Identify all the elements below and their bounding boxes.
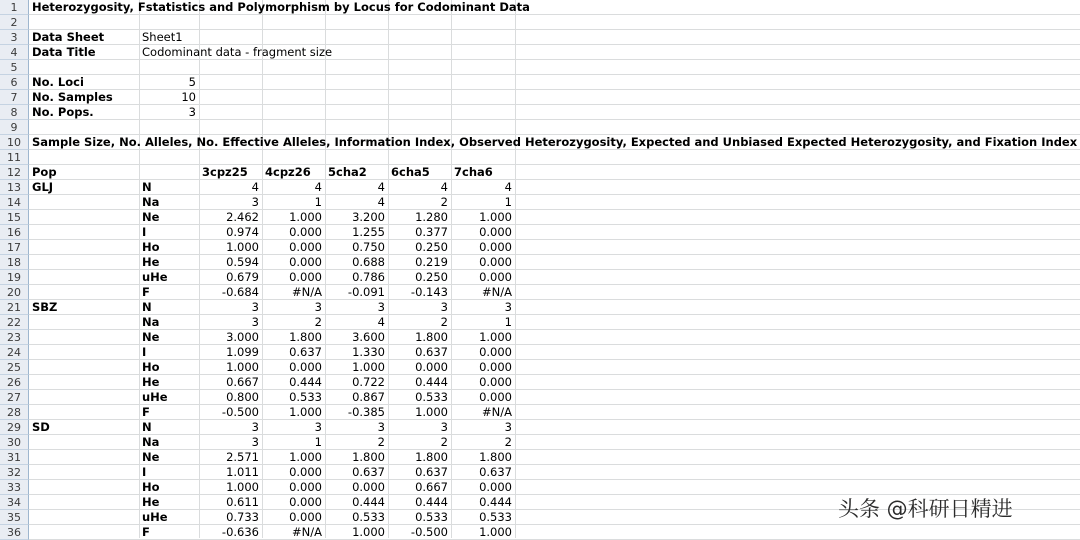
stat-value[interactable]: 1.000	[479, 330, 512, 344]
row-header[interactable]: 21	[0, 300, 29, 315]
stat-value[interactable]: 0.000	[479, 390, 512, 404]
stat-value[interactable]: 3.000	[226, 330, 259, 344]
row-header[interactable]: 17	[0, 240, 29, 255]
row-header[interactable]: 9	[0, 120, 29, 135]
stat-value[interactable]: 0.637	[352, 465, 385, 479]
row-header[interactable]: 26	[0, 375, 29, 390]
stat-value[interactable]: 2	[440, 195, 448, 209]
stat-value[interactable]: 2	[440, 315, 448, 329]
stat-value[interactable]: 3	[251, 300, 259, 314]
population-name[interactable]: SBZ	[32, 300, 58, 314]
stat-value[interactable]: 1.011	[226, 465, 259, 479]
stat-value[interactable]: 0.667	[226, 375, 259, 389]
stat-value[interactable]: 0.533	[352, 510, 385, 524]
sheet-row	[0, 225, 1080, 240]
row-header[interactable]: 22	[0, 315, 29, 330]
stat-value[interactable]: 1.000	[226, 240, 259, 254]
data-title-label[interactable]: Data Title	[32, 45, 96, 59]
stat-value[interactable]: 0.250	[415, 240, 448, 254]
stat-value[interactable]: 0.000	[479, 360, 512, 374]
no-pops-label[interactable]: No. Pops.	[32, 105, 94, 119]
row-header[interactable]: 28	[0, 405, 29, 420]
data-sheet-value[interactable]: Sheet1	[142, 30, 183, 44]
stat-value[interactable]: 0.637	[289, 345, 322, 359]
stat-value[interactable]: 0.637	[415, 465, 448, 479]
data-title-value[interactable]: Codominant data - fragment size	[142, 45, 333, 59]
row-header[interactable]: 20	[0, 285, 29, 300]
sheet-row	[0, 405, 1080, 420]
section-heading[interactable]: Sample Size, No. Alleles, No. Effective Alleles, Information Index, Observed Heterozygosity, Expected and Unbiased Expected Heterozygosity, and Fixation Index	[32, 135, 1078, 149]
sheet-row	[0, 180, 1080, 195]
stat-value[interactable]: #N/A	[292, 525, 322, 539]
stat-value[interactable]: 1	[314, 435, 322, 449]
stat-value[interactable]: -0.091	[347, 285, 385, 299]
stat-value[interactable]: 0.000	[479, 255, 512, 269]
stat-value[interactable]: 0.000	[479, 225, 512, 239]
sheet-row	[0, 345, 1080, 360]
stat-label[interactable]: He	[142, 255, 160, 269]
stat-value[interactable]: 1	[504, 315, 512, 329]
row-header[interactable]: 1	[0, 0, 29, 15]
pop-header[interactable]: Pop	[32, 165, 57, 179]
row-header[interactable]: 36	[0, 525, 29, 540]
stat-value[interactable]: 1.000	[289, 405, 322, 419]
sheet-row	[0, 15, 1080, 30]
stat-value[interactable]: 1.000	[289, 450, 322, 464]
stat-value[interactable]: 1	[504, 195, 512, 209]
sheet-row	[0, 360, 1080, 375]
stat-value[interactable]: 0.867	[352, 390, 385, 404]
stat-value[interactable]: 0.000	[479, 240, 512, 254]
stat-value[interactable]: 1.000	[289, 210, 322, 224]
stat-value[interactable]: 3	[377, 420, 385, 434]
stat-value[interactable]: 2	[504, 435, 512, 449]
row-header[interactable]: 30	[0, 435, 29, 450]
stat-value[interactable]: 0.667	[415, 480, 448, 494]
stat-value[interactable]: 4	[314, 180, 322, 194]
stat-value[interactable]: 4	[504, 180, 512, 194]
stat-value[interactable]: #N/A	[482, 285, 512, 299]
stat-value[interactable]: 0.533	[479, 510, 512, 524]
stat-value[interactable]: -0.500	[410, 525, 448, 539]
stat-value[interactable]: 4	[377, 195, 385, 209]
stat-value[interactable]: -0.500	[221, 405, 259, 419]
stat-value[interactable]: 0.000	[352, 480, 385, 494]
stat-value[interactable]: 1.000	[352, 525, 385, 539]
stat-value[interactable]: 0.000	[289, 465, 322, 479]
stat-label[interactable]: uHe	[142, 390, 168, 404]
stat-value[interactable]: 3	[251, 315, 259, 329]
stat-value[interactable]: 1.800	[352, 450, 385, 464]
row-header[interactable]: 8	[0, 105, 29, 120]
stat-value[interactable]: 1.800	[479, 450, 512, 464]
row-header[interactable]: 4	[0, 45, 29, 60]
row-header[interactable]: 13	[0, 180, 29, 195]
stat-value[interactable]: 3	[251, 420, 259, 434]
stat-value[interactable]: 0.250	[415, 270, 448, 284]
stat-label[interactable]: uHe	[142, 510, 168, 524]
stat-value[interactable]: 0.000	[289, 360, 322, 374]
stat-value[interactable]: 1.000	[226, 360, 259, 374]
stat-value[interactable]: 1	[314, 195, 322, 209]
no-samples-value[interactable]: 10	[181, 90, 196, 104]
stat-value[interactable]: 4	[377, 180, 385, 194]
stat-value[interactable]: -0.385	[347, 405, 385, 419]
population-name[interactable]: GLJ	[32, 180, 54, 194]
stat-value[interactable]: 0.679	[226, 270, 259, 284]
stat-value[interactable]: 2.571	[226, 450, 259, 464]
stat-value[interactable]: 2.462	[226, 210, 259, 224]
row-header[interactable]: 25	[0, 360, 29, 375]
sheet-row	[0, 240, 1080, 255]
stat-value[interactable]: 1.800	[415, 330, 448, 344]
stat-value[interactable]: 0.444	[415, 375, 448, 389]
stat-value[interactable]: 0.533	[289, 390, 322, 404]
report-title[interactable]: Heterozygosity, Fstatistics and Polymorphism by Locus for Codominant Data	[32, 0, 530, 14]
stat-value[interactable]: 0.444	[352, 495, 385, 509]
stat-label[interactable]: N	[142, 300, 152, 314]
sheet-row	[0, 375, 1080, 390]
stat-value[interactable]: 0.444	[415, 495, 448, 509]
stat-value[interactable]: 3.600	[352, 330, 385, 344]
row-header[interactable]: 33	[0, 480, 29, 495]
stat-value[interactable]: 0.000	[289, 480, 322, 494]
row-header[interactable]: 23	[0, 330, 29, 345]
stat-label[interactable]: Na	[142, 435, 160, 449]
stat-value[interactable]: 0.688	[352, 255, 385, 269]
stat-value[interactable]: 1.255	[352, 225, 385, 239]
sheet-row	[0, 285, 1080, 300]
row-header[interactable]: 18	[0, 255, 29, 270]
stat-value[interactable]: 3	[440, 300, 448, 314]
stat-label[interactable]: He	[142, 375, 160, 389]
watermark-text: 头条 @科研日精进	[838, 497, 1013, 521]
sheet-row	[0, 315, 1080, 330]
locus-header[interactable]: 4cpz26	[265, 165, 311, 179]
no-samples-label[interactable]: No. Samples	[32, 90, 113, 104]
stat-label[interactable]: Na	[142, 315, 160, 329]
row-header[interactable]: 27	[0, 390, 29, 405]
row-header[interactable]: 15	[0, 210, 29, 225]
stat-value[interactable]: 4	[440, 180, 448, 194]
stat-value[interactable]: 0.800	[226, 390, 259, 404]
row-header[interactable]: 11	[0, 150, 29, 165]
stat-value[interactable]: 1.000	[479, 525, 512, 539]
row-header[interactable]: 10	[0, 135, 29, 150]
stat-value[interactable]: 0.637	[479, 465, 512, 479]
stat-value[interactable]: 3	[377, 300, 385, 314]
row-header[interactable]: 14	[0, 195, 29, 210]
sheet-row	[0, 195, 1080, 210]
stat-label[interactable]: He	[142, 495, 160, 509]
no-pops-value[interactable]: 3	[188, 105, 196, 119]
stat-value[interactable]: 0.000	[289, 495, 322, 509]
population-name[interactable]: SD	[32, 420, 50, 434]
locus-header[interactable]: 7cha6	[454, 165, 493, 179]
stat-value[interactable]: 2	[440, 435, 448, 449]
stat-value[interactable]: 0.444	[479, 495, 512, 509]
sheet-row	[0, 300, 1080, 315]
sheet-row	[0, 330, 1080, 345]
stat-value[interactable]: -0.143	[410, 285, 448, 299]
row-header[interactable]: 12	[0, 165, 29, 180]
stat-value[interactable]: 0.637	[415, 345, 448, 359]
stat-value[interactable]: 4	[377, 315, 385, 329]
row-header[interactable]: 2	[0, 15, 29, 30]
data-sheet-label[interactable]: Data Sheet	[32, 30, 105, 44]
row-header[interactable]: 31	[0, 450, 29, 465]
no-loci-label[interactable]: No. Loci	[32, 75, 84, 89]
stat-value[interactable]: 0.000	[289, 255, 322, 269]
stat-label[interactable]: Ho	[142, 360, 160, 374]
row-header[interactable]: 24	[0, 345, 29, 360]
stat-value[interactable]: 0.533	[415, 390, 448, 404]
stat-label[interactable]: I	[142, 225, 147, 239]
row-header[interactable]: 16	[0, 225, 29, 240]
stat-value[interactable]: 0.219	[415, 255, 448, 269]
stat-value[interactable]: 1.000	[352, 360, 385, 374]
stat-label[interactable]: N	[142, 420, 152, 434]
stat-label[interactable]: N	[142, 180, 152, 194]
stat-value[interactable]: 2	[314, 315, 322, 329]
locus-header[interactable]: 5cha2	[328, 165, 367, 179]
sheet-row	[0, 450, 1080, 465]
stat-value[interactable]: 3	[314, 420, 322, 434]
stat-value[interactable]: 1.099	[226, 345, 259, 359]
stat-value[interactable]: 0.377	[415, 225, 448, 239]
sheet-row	[0, 165, 1080, 180]
stat-value[interactable]: 3	[440, 420, 448, 434]
stat-value[interactable]: 0.733	[226, 510, 259, 524]
stat-label[interactable]: Ho	[142, 240, 160, 254]
stat-value[interactable]: 3	[251, 195, 259, 209]
stat-label[interactable]: Ne	[142, 330, 160, 344]
locus-header[interactable]: 6cha5	[391, 165, 430, 179]
stat-label[interactable]: Ne	[142, 210, 160, 224]
row-header[interactable]: 29	[0, 420, 29, 435]
row-header[interactable]: 19	[0, 270, 29, 285]
stat-value[interactable]: 2	[377, 435, 385, 449]
stat-label[interactable]: F	[142, 405, 150, 419]
stat-value[interactable]: 1.800	[415, 450, 448, 464]
stat-value[interactable]: 0.000	[479, 375, 512, 389]
stat-value[interactable]: 0.000	[289, 510, 322, 524]
stat-value[interactable]: 0.786	[352, 270, 385, 284]
stat-value[interactable]: 1.330	[352, 345, 385, 359]
row-header[interactable]: 5	[0, 60, 29, 75]
stat-value[interactable]: 0.444	[289, 375, 322, 389]
stat-value[interactable]: 0.000	[289, 225, 322, 239]
stat-value[interactable]: 0.533	[415, 510, 448, 524]
stat-value[interactable]: 0.974	[226, 225, 259, 239]
sheet-row	[0, 60, 1080, 75]
no-loci-value[interactable]: 5	[188, 75, 196, 89]
row-header[interactable]: 7	[0, 90, 29, 105]
sheet-row	[0, 465, 1080, 480]
stat-value[interactable]: 3	[251, 435, 259, 449]
stat-label[interactable]: Ne	[142, 450, 160, 464]
stat-value[interactable]: 0.000	[479, 270, 512, 284]
stat-value[interactable]: -0.684	[221, 285, 259, 299]
sheet-row	[0, 210, 1080, 225]
sheet-row	[0, 120, 1080, 135]
stat-value[interactable]: #N/A	[482, 405, 512, 419]
sheet-row	[0, 435, 1080, 450]
stat-value[interactable]: 0.000	[289, 240, 322, 254]
stat-label[interactable]: Na	[142, 195, 160, 209]
stat-label[interactable]: F	[142, 285, 150, 299]
stat-value[interactable]: 4	[251, 180, 259, 194]
stat-value[interactable]: 0.000	[289, 270, 322, 284]
row-header[interactable]: 32	[0, 465, 29, 480]
stat-value[interactable]: 3.200	[352, 210, 385, 224]
sheet-row	[0, 255, 1080, 270]
stat-value[interactable]: 3	[504, 420, 512, 434]
stat-value[interactable]: #N/A	[292, 285, 322, 299]
sheet-row	[0, 150, 1080, 165]
stat-value[interactable]: 3	[504, 300, 512, 314]
stat-label[interactable]: I	[142, 345, 147, 359]
sheet-row	[0, 420, 1080, 435]
stat-value[interactable]: 3	[314, 300, 322, 314]
stat-value[interactable]: 0.594	[226, 255, 259, 269]
stat-label[interactable]: I	[142, 465, 147, 479]
stat-value[interactable]: 1.800	[289, 330, 322, 344]
stat-label[interactable]: uHe	[142, 270, 168, 284]
row-header[interactable]: 6	[0, 75, 29, 90]
row-header[interactable]: 35	[0, 510, 29, 525]
locus-header[interactable]: 3cpz25	[202, 165, 248, 179]
stat-value[interactable]: 1.000	[226, 480, 259, 494]
stat-label[interactable]: Ho	[142, 480, 160, 494]
stat-value[interactable]: 0.611	[226, 495, 259, 509]
stat-value[interactable]: 1.000	[479, 210, 512, 224]
row-header[interactable]: 34	[0, 495, 29, 510]
stat-value[interactable]: 0.750	[352, 240, 385, 254]
stat-value[interactable]: 0.000	[479, 480, 512, 494]
stat-value[interactable]: 1.280	[415, 210, 448, 224]
stat-value[interactable]: 1.000	[415, 405, 448, 419]
stat-label[interactable]: F	[142, 525, 150, 539]
stat-value[interactable]: 0.000	[479, 345, 512, 359]
stat-value[interactable]: 0.000	[415, 360, 448, 374]
stat-value[interactable]: -0.636	[221, 525, 259, 539]
stat-value[interactable]: 0.722	[352, 375, 385, 389]
row-header[interactable]: 3	[0, 30, 29, 45]
